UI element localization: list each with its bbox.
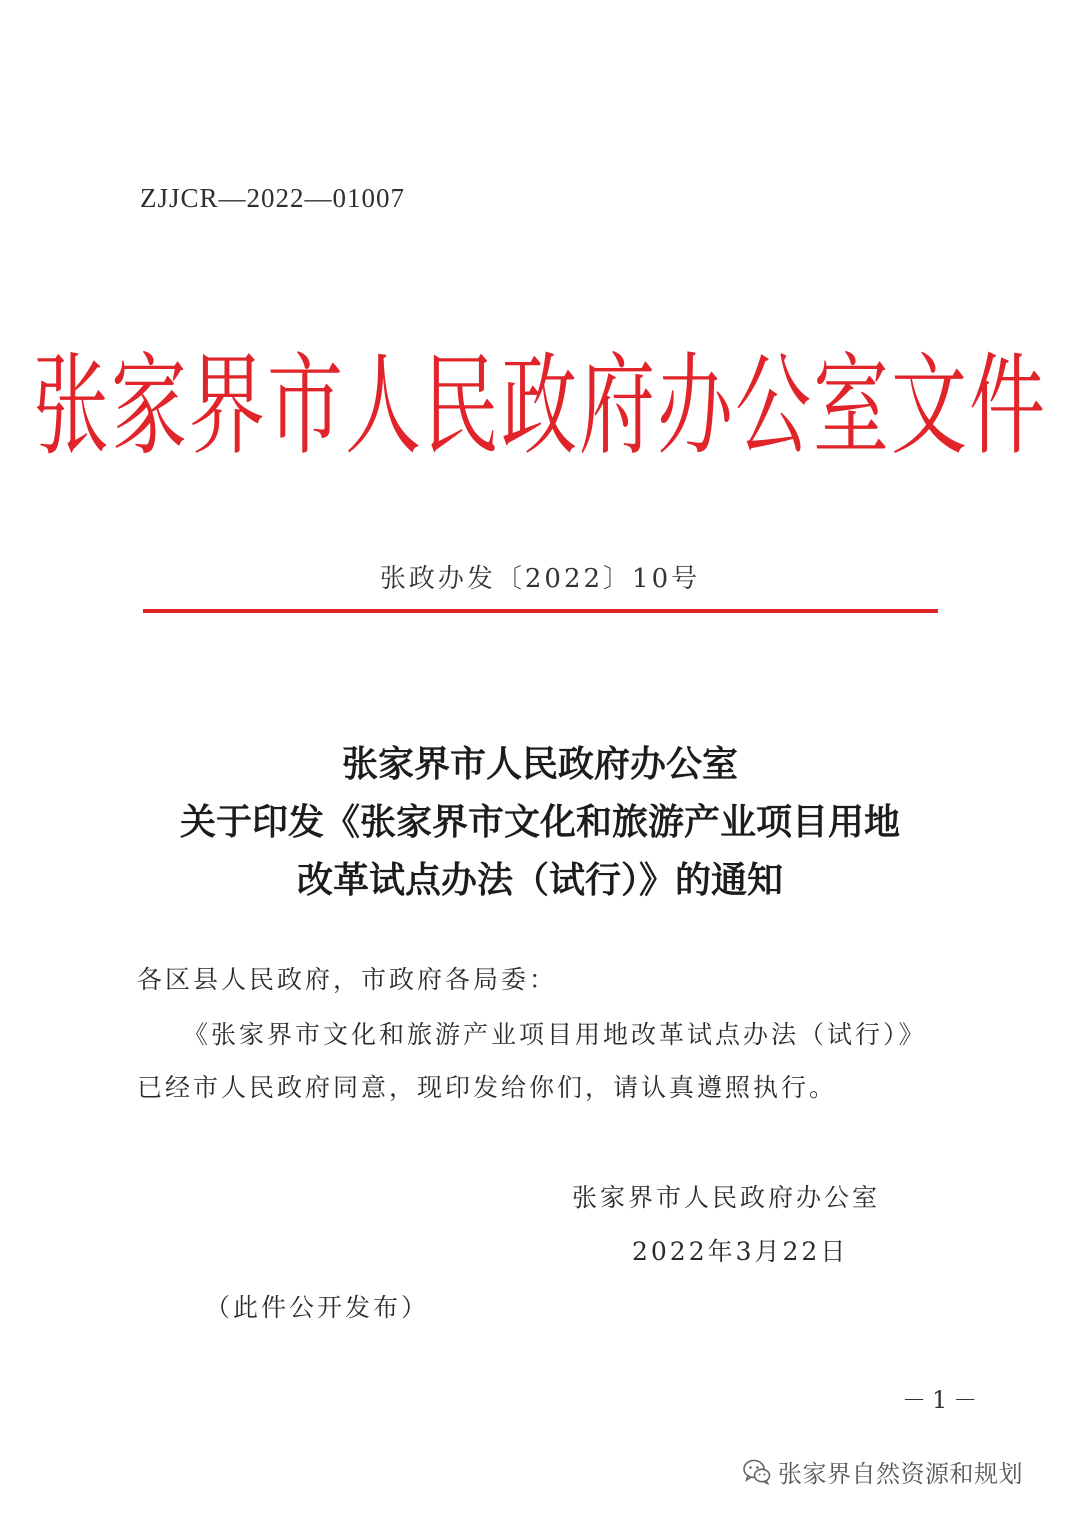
title-line-3: 改革试点办法（试行）》的通知: [296, 859, 783, 901]
title-line-2: 关于印发《张家界市文化和旅游产业项目用地: [179, 801, 900, 843]
body-paragraph-line-1: 《张家界市文化和旅游产业项目用地改革试点办法（试行）》: [183, 1020, 927, 1049]
issue-number: 张政办发〔2022〕10号: [379, 564, 701, 594]
wechat-icon: [742, 1457, 772, 1487]
disclosure-note: （此件公开发布）: [205, 1293, 430, 1322]
title-line-1: 张家界市人民政府办公室: [341, 743, 738, 785]
page-number: －1－: [902, 1386, 984, 1414]
issue-date: 2022年3月22日: [632, 1237, 849, 1266]
red-separator-line: [143, 609, 938, 613]
red-letterhead: 张家界市人民政府办公室文件: [33, 341, 1047, 471]
body-paragraph-line-2: 已经市人民政府同意，现印发给你们，请认真遵照执行。: [137, 1073, 838, 1102]
document-title: [0, 735, 1080, 909]
wechat-watermark: [742, 1454, 1023, 1489]
watermark-text: 张家界自然资源和规划: [778, 1460, 1023, 1488]
issuer-signature: 张家界市人民政府办公室: [572, 1183, 881, 1212]
addressee: 各区县人民政府，市政府各局委：: [137, 965, 558, 994]
document-code: ZJJCR—2022—01007: [140, 183, 406, 213]
